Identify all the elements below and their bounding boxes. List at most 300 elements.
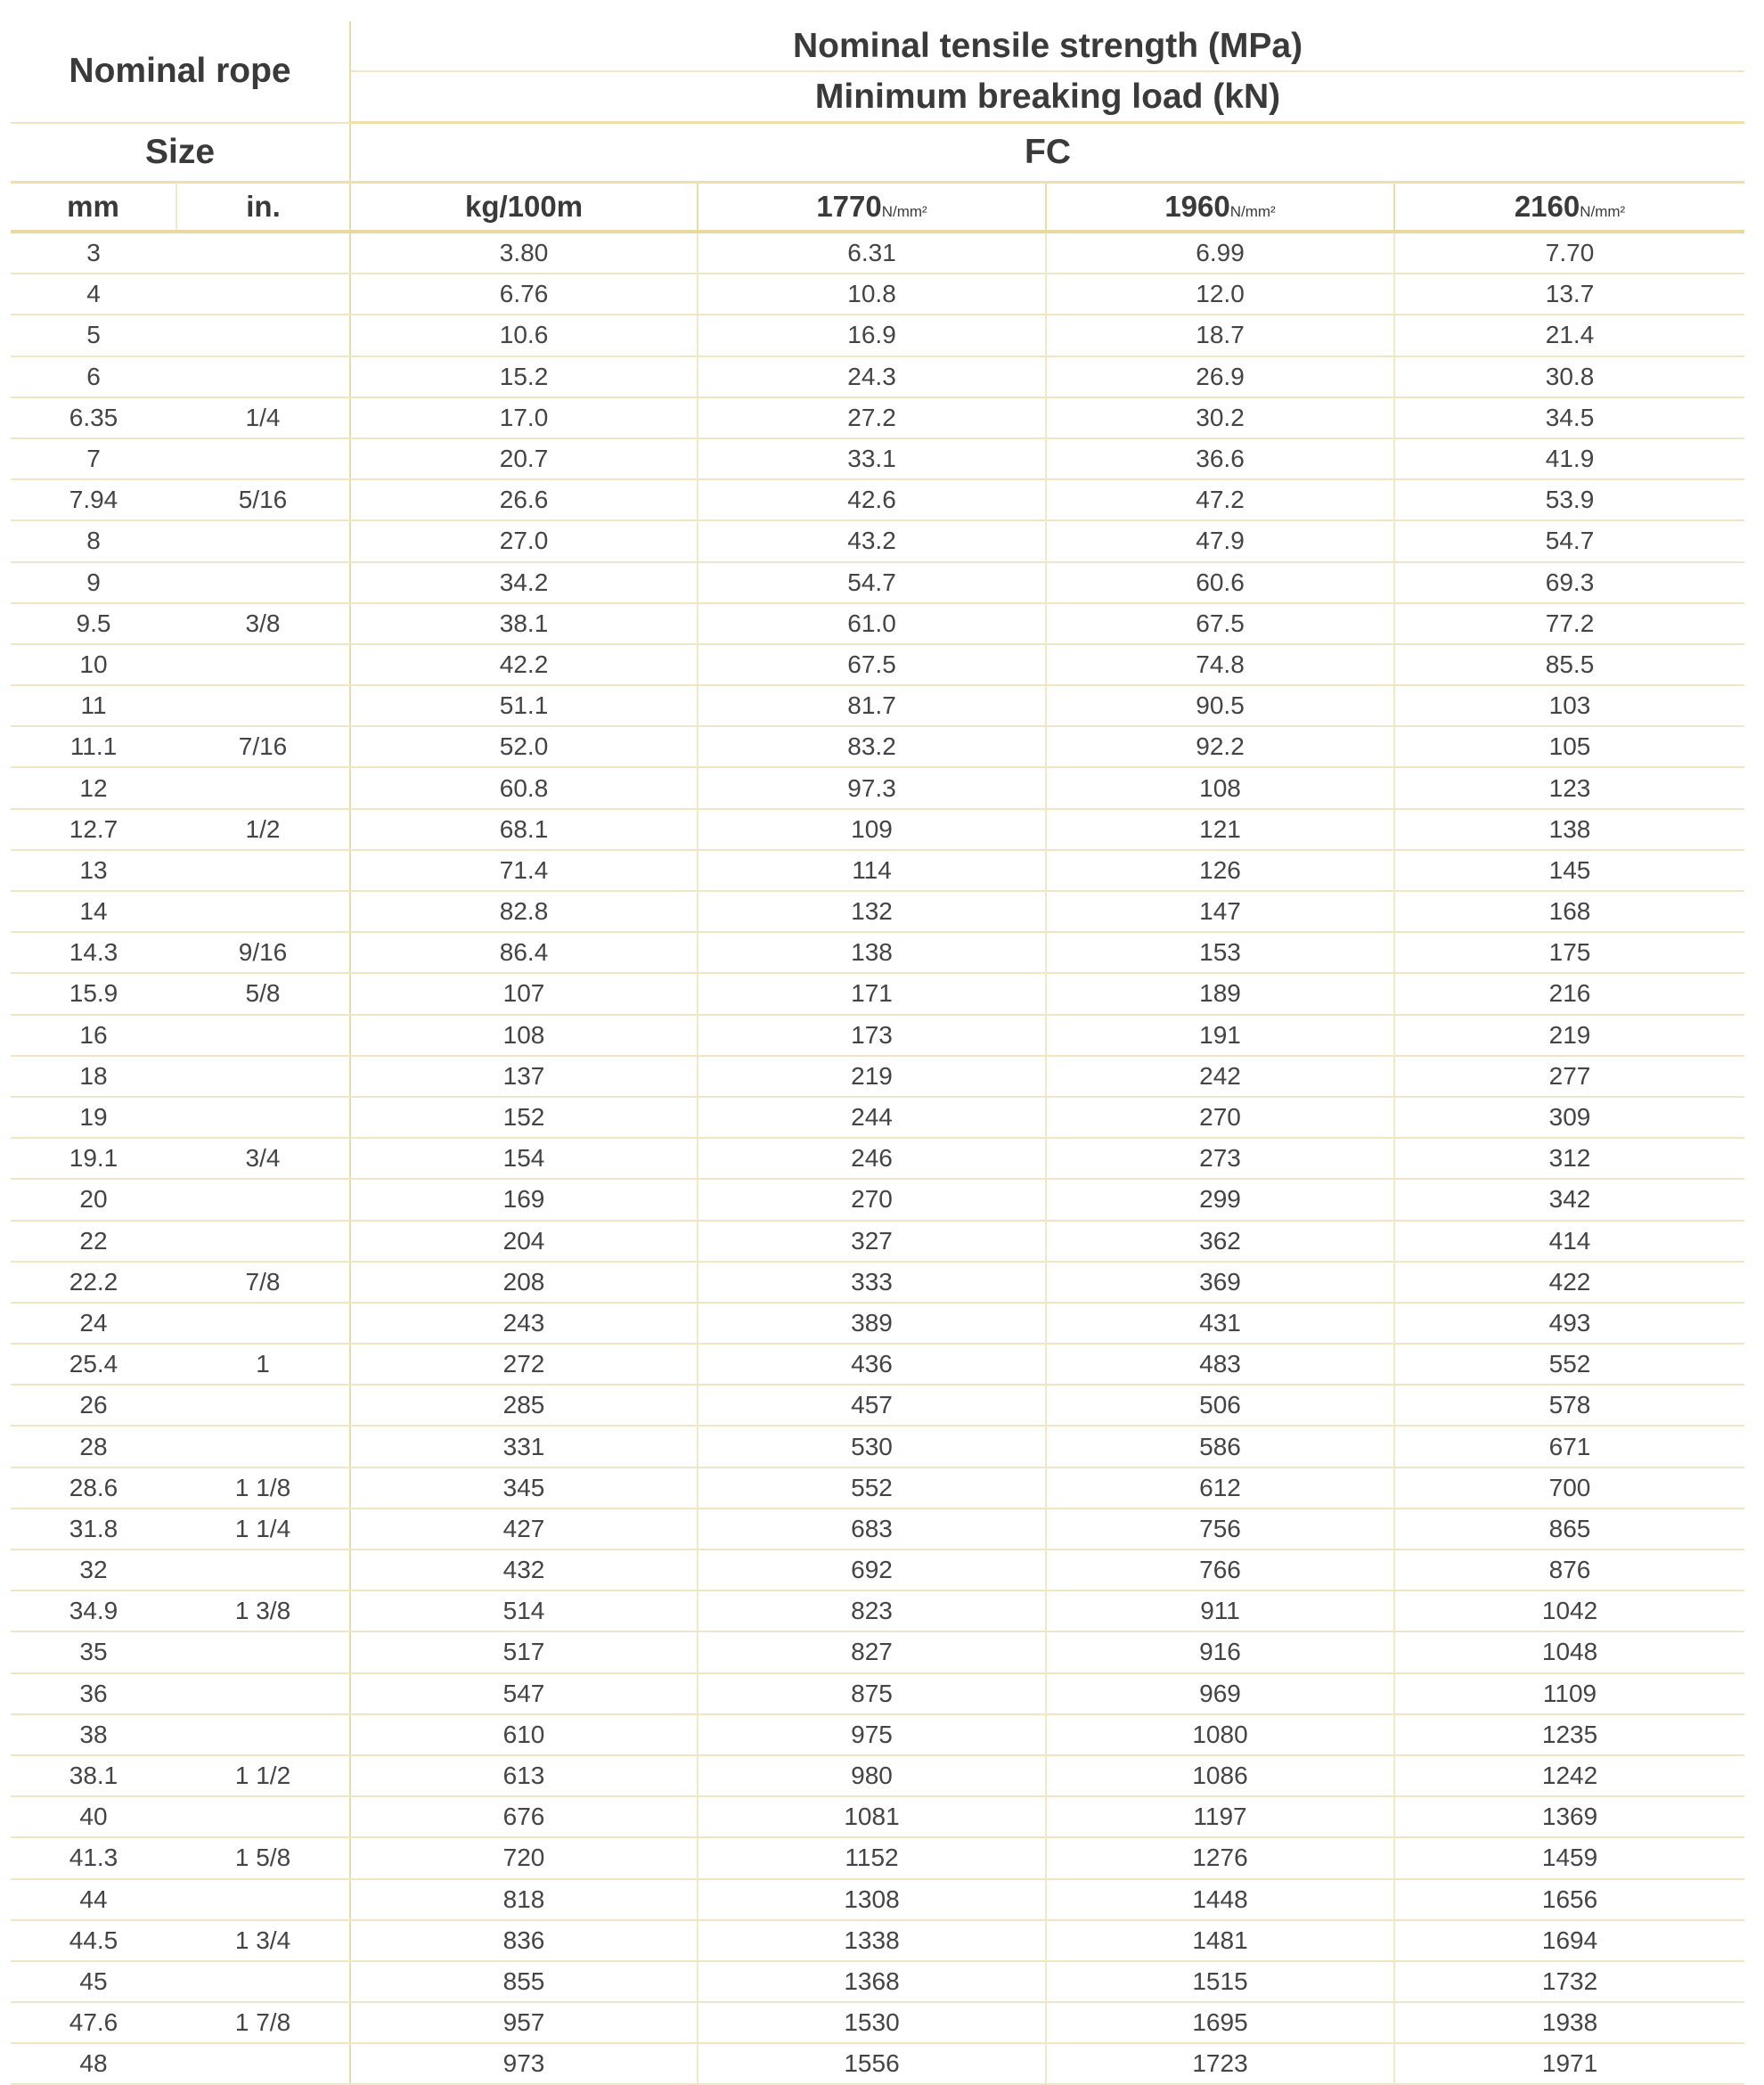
- cell-mbl-2160: 865: [1394, 1509, 1744, 1549]
- cell-mbl-1960: 1481: [1046, 1920, 1394, 1961]
- cell-kg-per-100m: 836: [350, 1920, 698, 1961]
- cell-mbl-1960: 1080: [1046, 1714, 1394, 1755]
- cell-in: [176, 891, 350, 932]
- table-row: [11, 1426, 1744, 1467]
- cell-kg-per-100m: 720: [350, 1837, 698, 1878]
- cell-in: [176, 438, 350, 479]
- cell-mbl-2160: 1694: [1394, 1920, 1744, 1961]
- cell-mbl-1770: 1308: [698, 1879, 1046, 1920]
- cell-mbl-2160: 85.5: [1394, 644, 1744, 685]
- cell-mbl-1770: 389: [698, 1303, 1046, 1344]
- cell-in: [176, 1796, 350, 1837]
- table-row: [11, 479, 1744, 520]
- cell-mbl-1960: 126: [1046, 850, 1394, 891]
- cell-in: [176, 520, 350, 561]
- cell-mm: 20: [11, 1179, 176, 1220]
- cell-kg-per-100m: 818: [350, 1879, 698, 1920]
- cell-mbl-1960: 1515: [1046, 1961, 1394, 2002]
- table-body: [11, 232, 1744, 2084]
- cell-mm: 8: [11, 520, 176, 561]
- cell-mbl-1960: 153: [1046, 932, 1394, 973]
- rope-spec-table-container: [11, 21, 1744, 2085]
- cell-mm: 28.6: [11, 1468, 176, 1509]
- table-row: [11, 274, 1744, 315]
- cell-mbl-1770: 138: [698, 932, 1046, 973]
- cell-mm: 28: [11, 1426, 176, 1467]
- cell-mbl-2160: 123: [1394, 767, 1744, 808]
- cell-kg-per-100m: 34.2: [350, 562, 698, 603]
- cell-mm: 44: [11, 1879, 176, 1920]
- cell-mm: 38.1: [11, 1755, 176, 1796]
- cell-mbl-1960: 362: [1046, 1221, 1394, 1262]
- cell-mbl-1960: 273: [1046, 1138, 1394, 1179]
- cell-in: 1 1/4: [176, 1509, 350, 1549]
- grade-2160-value: 2160: [1514, 190, 1580, 223]
- cell-kg-per-100m: 973: [350, 2043, 698, 2084]
- cell-in: [176, 1549, 350, 1590]
- cell-mbl-1960: 756: [1046, 1509, 1394, 1549]
- cell-mbl-2160: 1459: [1394, 1837, 1744, 1878]
- cell-mbl-1960: 26.9: [1046, 356, 1394, 397]
- cell-mbl-1960: 270: [1046, 1097, 1394, 1138]
- cell-mbl-2160: 493: [1394, 1303, 1744, 1344]
- fc-header: FC: [350, 123, 1744, 183]
- cell-kg-per-100m: 26.6: [350, 479, 698, 520]
- cell-mbl-1770: 132: [698, 891, 1046, 932]
- rope-spec-table: [11, 21, 1744, 2085]
- cell-in: 5/8: [176, 973, 350, 1014]
- cell-mm: 3: [11, 232, 176, 274]
- cell-mbl-1960: 1086: [1046, 1755, 1394, 1796]
- cell-kg-per-100m: 15.2: [350, 356, 698, 397]
- cell-mbl-1960: 47.2: [1046, 479, 1394, 520]
- cell-mm: 31.8: [11, 1509, 176, 1549]
- cell-mbl-1960: 911: [1046, 1590, 1394, 1631]
- cell-kg-per-100m: 10.6: [350, 315, 698, 356]
- cell-mbl-2160: 175: [1394, 932, 1744, 973]
- cell-in: [176, 356, 350, 397]
- cell-mbl-2160: 54.7: [1394, 520, 1744, 561]
- nominal-rope-header: Nominal rope: [11, 21, 350, 123]
- cell-kg-per-100m: 243: [350, 1303, 698, 1344]
- grade-2160-unit: N/mm²: [1580, 203, 1626, 220]
- cell-kg-per-100m: 169: [350, 1179, 698, 1220]
- cell-kg-per-100m: 71.4: [350, 850, 698, 891]
- cell-mm: 19: [11, 1097, 176, 1138]
- cell-mbl-2160: 216: [1394, 973, 1744, 1014]
- table-row: [11, 2043, 1744, 2084]
- cell-mm: 12.7: [11, 809, 176, 850]
- table-row: [11, 1673, 1744, 1714]
- col-header-mm: mm: [11, 183, 176, 233]
- table-row: [11, 1879, 1744, 1920]
- cell-mbl-2160: 53.9: [1394, 479, 1744, 520]
- cell-mbl-1960: 18.7: [1046, 315, 1394, 356]
- cell-mbl-1770: 61.0: [698, 603, 1046, 644]
- cell-mbl-1960: 431: [1046, 1303, 1394, 1344]
- table-row: [11, 1631, 1744, 1672]
- cell-mm: 32: [11, 1549, 176, 1590]
- cell-mm: 14.3: [11, 932, 176, 973]
- table-row: [11, 438, 1744, 479]
- cell-mbl-2160: 1235: [1394, 1714, 1744, 1755]
- cell-kg-per-100m: 208: [350, 1262, 698, 1303]
- table-row: [11, 1468, 1744, 1509]
- cell-kg-per-100m: 68.1: [350, 809, 698, 850]
- table-row: [11, 1509, 1744, 1549]
- cell-mbl-1770: 875: [698, 1673, 1046, 1714]
- cell-mbl-2160: 219: [1394, 1015, 1744, 1056]
- table-row: [11, 562, 1744, 603]
- cell-mbl-2160: 30.8: [1394, 356, 1744, 397]
- cell-mbl-1960: 60.6: [1046, 562, 1394, 603]
- cell-mbl-1770: 530: [698, 1426, 1046, 1467]
- table-row: [11, 1837, 1744, 1878]
- table-row: [11, 644, 1744, 685]
- col-header-grade-2160: [1394, 183, 1744, 233]
- cell-mbl-1770: 16.9: [698, 315, 1046, 356]
- cell-mm: 48: [11, 2043, 176, 2084]
- cell-mbl-1770: 823: [698, 1590, 1046, 1631]
- table-row: [11, 315, 1744, 356]
- table-row: [11, 1920, 1744, 1961]
- cell-kg-per-100m: 285: [350, 1385, 698, 1426]
- cell-mbl-2160: 168: [1394, 891, 1744, 932]
- cell-kg-per-100m: 676: [350, 1796, 698, 1837]
- cell-kg-per-100m: 108: [350, 1015, 698, 1056]
- cell-mbl-1770: 333: [698, 1262, 1046, 1303]
- table-row: [11, 1796, 1744, 1837]
- cell-mbl-1770: 54.7: [698, 562, 1046, 603]
- cell-mm: 38: [11, 1714, 176, 1755]
- cell-mbl-1960: 108: [1046, 767, 1394, 808]
- grade-1770-unit: N/mm²: [881, 203, 927, 220]
- cell-mbl-1960: 586: [1046, 1426, 1394, 1467]
- cell-mbl-1770: 114: [698, 850, 1046, 891]
- cell-in: [176, 644, 350, 685]
- cell-mbl-1770: 173: [698, 1015, 1046, 1056]
- cell-mbl-1960: 67.5: [1046, 603, 1394, 644]
- cell-in: [176, 232, 350, 274]
- cell-mbl-1960: 6.99: [1046, 232, 1394, 274]
- cell-mbl-1770: 97.3: [698, 767, 1046, 808]
- cell-mbl-1770: 692: [698, 1549, 1046, 1590]
- cell-mbl-1770: 33.1: [698, 438, 1046, 479]
- table-row: [11, 1714, 1744, 1755]
- cell-in: [176, 1015, 350, 1056]
- cell-mm: 19.1: [11, 1138, 176, 1179]
- cell-mm: 12: [11, 767, 176, 808]
- cell-mbl-1960: 369: [1046, 1262, 1394, 1303]
- cell-mm: 11.1: [11, 726, 176, 767]
- cell-mm: 10: [11, 644, 176, 685]
- grade-1960-unit: N/mm²: [1229, 203, 1276, 220]
- cell-mbl-1960: 299: [1046, 1179, 1394, 1220]
- cell-mbl-2160: 552: [1394, 1344, 1744, 1385]
- cell-mbl-2160: 1042: [1394, 1590, 1744, 1631]
- table-row: [11, 1015, 1744, 1056]
- cell-mbl-1960: 147: [1046, 891, 1394, 932]
- cell-in: [176, 2043, 350, 2084]
- cell-mbl-2160: 77.2: [1394, 603, 1744, 644]
- cell-mbl-1770: 81.7: [698, 685, 1046, 726]
- cell-mbl-1770: 246: [698, 1138, 1046, 1179]
- cell-in: 5/16: [176, 479, 350, 520]
- cell-kg-per-100m: 6.76: [350, 274, 698, 315]
- cell-mm: 6: [11, 356, 176, 397]
- cell-mbl-1960: 1695: [1046, 2002, 1394, 2043]
- cell-mbl-1770: 1368: [698, 1961, 1046, 2002]
- cell-mm: 18: [11, 1056, 176, 1097]
- table-row: [11, 397, 1744, 438]
- cell-mm: 14: [11, 891, 176, 932]
- cell-mbl-2160: 309: [1394, 1097, 1744, 1138]
- cell-kg-per-100m: 957: [350, 2002, 698, 2043]
- cell-mbl-1770: 1081: [698, 1796, 1046, 1837]
- cell-mbl-1960: 47.9: [1046, 520, 1394, 561]
- cell-in: 1/4: [176, 397, 350, 438]
- cell-in: [176, 1673, 350, 1714]
- cell-mbl-1960: 916: [1046, 1631, 1394, 1672]
- cell-in: 1 1/2: [176, 1755, 350, 1796]
- cell-mm: 7: [11, 438, 176, 479]
- cell-kg-per-100m: 272: [350, 1344, 698, 1385]
- cell-mbl-1960: 121: [1046, 809, 1394, 850]
- cell-mm: 45: [11, 1961, 176, 2002]
- cell-mbl-2160: 21.4: [1394, 315, 1744, 356]
- cell-mbl-2160: 312: [1394, 1138, 1744, 1179]
- cell-mm: 22.2: [11, 1262, 176, 1303]
- cell-mbl-2160: 876: [1394, 1549, 1744, 1590]
- cell-mbl-2160: 145: [1394, 850, 1744, 891]
- cell-in: [176, 1879, 350, 1920]
- cell-in: 9/16: [176, 932, 350, 973]
- col-header-grade-1770: [698, 183, 1046, 233]
- cell-kg-per-100m: 154: [350, 1138, 698, 1179]
- cell-kg-per-100m: 107: [350, 973, 698, 1014]
- cell-mbl-1770: 6.31: [698, 232, 1046, 274]
- cell-kg-per-100m: 331: [350, 1426, 698, 1467]
- cell-in: 1 7/8: [176, 2002, 350, 2043]
- table-row: [11, 603, 1744, 644]
- cell-mbl-1960: 12.0: [1046, 274, 1394, 315]
- table-row: [11, 726, 1744, 767]
- cell-mbl-1960: 30.2: [1046, 397, 1394, 438]
- cell-in: [176, 1179, 350, 1220]
- cell-kg-per-100m: 42.2: [350, 644, 698, 685]
- table-row: [11, 1179, 1744, 1220]
- cell-kg-per-100m: 613: [350, 1755, 698, 1796]
- cell-mbl-1770: 1152: [698, 1837, 1046, 1878]
- cell-mm: 41.3: [11, 1837, 176, 1878]
- col-header-kg: kg/100m: [350, 183, 698, 233]
- cell-mbl-2160: 69.3: [1394, 562, 1744, 603]
- cell-mbl-2160: 414: [1394, 1221, 1744, 1262]
- cell-in: [176, 1303, 350, 1344]
- cell-mbl-1770: 43.2: [698, 520, 1046, 561]
- cell-mbl-2160: 700: [1394, 1468, 1744, 1509]
- cell-in: 1 1/8: [176, 1468, 350, 1509]
- cell-mbl-1770: 67.5: [698, 644, 1046, 685]
- cell-kg-per-100m: 3.80: [350, 232, 698, 274]
- tensile-strength-header: Nominal tensile strength (MPa): [350, 21, 1744, 71]
- cell-kg-per-100m: 137: [350, 1056, 698, 1097]
- cell-mbl-1960: 191: [1046, 1015, 1394, 1056]
- cell-in: 3/8: [176, 603, 350, 644]
- cell-kg-per-100m: 52.0: [350, 726, 698, 767]
- cell-mm: 25.4: [11, 1344, 176, 1385]
- cell-mm: 40: [11, 1796, 176, 1837]
- cell-mbl-1960: 90.5: [1046, 685, 1394, 726]
- cell-mbl-1770: 327: [698, 1221, 1046, 1262]
- table-row: [11, 891, 1744, 932]
- cell-mm: 35: [11, 1631, 176, 1672]
- cell-mbl-2160: 671: [1394, 1426, 1744, 1467]
- cell-in: [176, 767, 350, 808]
- cell-mbl-2160: 1048: [1394, 1631, 1744, 1672]
- cell-mm: 9.5: [11, 603, 176, 644]
- cell-mbl-2160: 138: [1394, 809, 1744, 850]
- cell-mbl-2160: 1938: [1394, 2002, 1744, 2043]
- table-row: [11, 520, 1744, 561]
- table-row: [11, 685, 1744, 726]
- cell-mbl-1770: 109: [698, 809, 1046, 850]
- cell-mbl-2160: 105: [1394, 726, 1744, 767]
- table-header: [11, 21, 1744, 232]
- cell-mbl-2160: 1242: [1394, 1755, 1744, 1796]
- cell-mbl-1770: 270: [698, 1179, 1046, 1220]
- table-row: [11, 1344, 1744, 1385]
- table-row: [11, 767, 1744, 808]
- breaking-load-header: Minimum breaking load (kN): [350, 71, 1744, 123]
- table-row: [11, 809, 1744, 850]
- cell-mbl-2160: 1109: [1394, 1673, 1744, 1714]
- size-header: Size: [11, 123, 350, 183]
- cell-in: 1/2: [176, 809, 350, 850]
- cell-kg-per-100m: 27.0: [350, 520, 698, 561]
- cell-in: [176, 1961, 350, 2002]
- grade-1770-value: 1770: [816, 190, 882, 223]
- cell-mbl-2160: 13.7: [1394, 274, 1744, 315]
- cell-kg-per-100m: 517: [350, 1631, 698, 1672]
- cell-mbl-2160: 277: [1394, 1056, 1744, 1097]
- cell-mm: 34.9: [11, 1590, 176, 1631]
- cell-in: 3/4: [176, 1138, 350, 1179]
- table-row: [11, 1056, 1744, 1097]
- table-row: [11, 2002, 1744, 2043]
- cell-mbl-1770: 219: [698, 1056, 1046, 1097]
- cell-mm: 22: [11, 1221, 176, 1262]
- cell-in: 1 3/8: [176, 1590, 350, 1631]
- cell-mbl-2160: 41.9: [1394, 438, 1744, 479]
- cell-mbl-1960: 92.2: [1046, 726, 1394, 767]
- cell-kg-per-100m: 17.0: [350, 397, 698, 438]
- cell-mbl-2160: 103: [1394, 685, 1744, 726]
- cell-kg-per-100m: 60.8: [350, 767, 698, 808]
- cell-mbl-1960: 506: [1046, 1385, 1394, 1426]
- cell-mbl-1770: 42.6: [698, 479, 1046, 520]
- table-row: [11, 1961, 1744, 2002]
- cell-mbl-2160: 1656: [1394, 1879, 1744, 1920]
- cell-kg-per-100m: 82.8: [350, 891, 698, 932]
- cell-mbl-2160: 578: [1394, 1385, 1744, 1426]
- cell-mbl-1960: 766: [1046, 1549, 1394, 1590]
- cell-in: 1 5/8: [176, 1837, 350, 1878]
- cell-mbl-1770: 457: [698, 1385, 1046, 1426]
- cell-mbl-1770: 975: [698, 1714, 1046, 1755]
- col-header-in: in.: [176, 183, 350, 233]
- cell-mbl-1960: 1448: [1046, 1879, 1394, 1920]
- cell-mbl-1960: 189: [1046, 973, 1394, 1014]
- cell-in: [176, 1097, 350, 1138]
- cell-mbl-1960: 612: [1046, 1468, 1394, 1509]
- cell-in: [176, 850, 350, 891]
- cell-in: 7/16: [176, 726, 350, 767]
- cell-mbl-1770: 1338: [698, 1920, 1046, 1961]
- cell-mbl-1770: 1556: [698, 2043, 1046, 2084]
- table-row: [11, 973, 1744, 1014]
- cell-mm: 7.94: [11, 479, 176, 520]
- cell-kg-per-100m: 204: [350, 1221, 698, 1262]
- cell-mm: 13: [11, 850, 176, 891]
- grade-1960-value: 1960: [1164, 190, 1230, 223]
- cell-kg-per-100m: 432: [350, 1549, 698, 1590]
- cell-mm: 11: [11, 685, 176, 726]
- table-row: [11, 1549, 1744, 1590]
- cell-mbl-1770: 980: [698, 1755, 1046, 1796]
- cell-mm: 24: [11, 1303, 176, 1344]
- cell-in: [176, 1426, 350, 1467]
- cell-kg-per-100m: 427: [350, 1509, 698, 1549]
- cell-mbl-2160: 1732: [1394, 1961, 1744, 2002]
- table-row: [11, 1303, 1744, 1344]
- table-row: [11, 1590, 1744, 1631]
- cell-mbl-2160: 1971: [1394, 2043, 1744, 2084]
- cell-in: 1: [176, 1344, 350, 1385]
- table-row: [11, 356, 1744, 397]
- table-row: [11, 1385, 1744, 1426]
- cell-in: [176, 1631, 350, 1672]
- cell-mm: 36: [11, 1673, 176, 1714]
- cell-mbl-2160: 1369: [1394, 1796, 1744, 1837]
- cell-mbl-1770: 436: [698, 1344, 1046, 1385]
- cell-in: [176, 1056, 350, 1097]
- cell-mm: 4: [11, 274, 176, 315]
- cell-kg-per-100m: 86.4: [350, 932, 698, 973]
- cell-mbl-2160: 7.70: [1394, 232, 1744, 274]
- cell-mbl-1770: 83.2: [698, 726, 1046, 767]
- col-header-grade-1960: [1046, 183, 1394, 233]
- cell-mbl-1960: 483: [1046, 1344, 1394, 1385]
- cell-kg-per-100m: 152: [350, 1097, 698, 1138]
- cell-mbl-1770: 683: [698, 1509, 1046, 1549]
- cell-kg-per-100m: 547: [350, 1673, 698, 1714]
- cell-mm: 15.9: [11, 973, 176, 1014]
- cell-mbl-1770: 827: [698, 1631, 1046, 1672]
- cell-mbl-2160: 34.5: [1394, 397, 1744, 438]
- cell-mbl-2160: 422: [1394, 1262, 1744, 1303]
- cell-in: 7/8: [176, 1262, 350, 1303]
- table-row: [11, 1097, 1744, 1138]
- table-row: [11, 1221, 1744, 1262]
- cell-mbl-1770: 24.3: [698, 356, 1046, 397]
- table-row: [11, 932, 1744, 973]
- cell-mbl-1770: 552: [698, 1468, 1046, 1509]
- cell-mbl-1770: 1530: [698, 2002, 1046, 2043]
- cell-kg-per-100m: 610: [350, 1714, 698, 1755]
- cell-kg-per-100m: 345: [350, 1468, 698, 1509]
- cell-mm: 47.6: [11, 2002, 176, 2043]
